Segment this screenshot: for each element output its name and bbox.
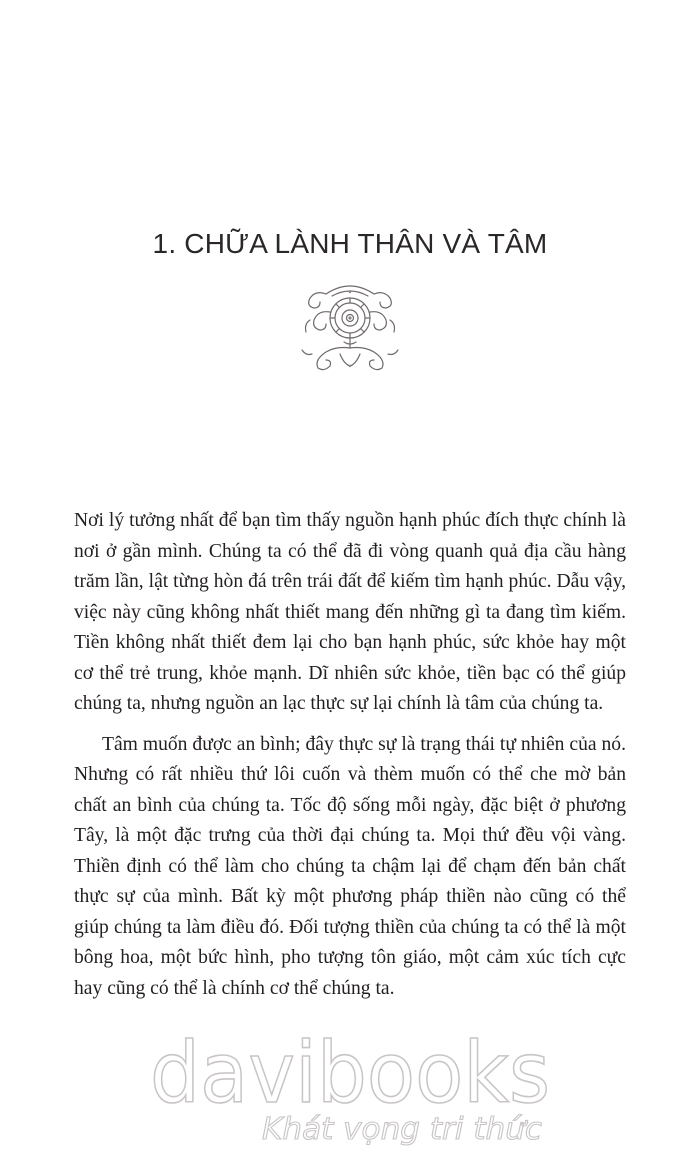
chapter-title: 1. CHỮA LÀNH THÂN VÀ TÂM [152,228,548,259]
body-text [74,506,626,1004]
lotus-ornament-icon [296,280,404,372]
watermark-slogan: Khát vọng tri thức [262,1112,543,1147]
watermark-brand: davibooks [150,1024,550,1122]
paragraph-1: Nơi lý tưởng nhất để bạn tìm thấy nguồn hạnh phúc đích thực chính là nơi ở gần mình. Chúng ta có thể đã đi vòng quanh quả địa cầu hàng trăm lần, lật từng hòn đá trên trái đất để kiếm tìm hạnh phúc. Dẫu vậy, việc này cũng không nhất thiết mang đến những gì ta đang tìm kiếm. Tiền không nhất thiết đem lại cho bạn hạnh phúc, sức khỏe hay một cơ thể trẻ trung, khỏe mạnh. Dĩ nhiên sức khỏe, tiền bạc có thể giúp chúng ta, nhưng nguồn an lạc thực sự lại chính là tâm của chúng ta. [74,510,626,714]
paragraph-2: Tâm muốn được an bình; đây thực sự là trạng thái tự nhiên của nó. Nhưng có rất nhiều thứ lôi cuốn và thèm muốn có thể che mờ bản chất an bình của chúng ta. Tốc độ sống mỗi ngày, đặc biệt ở phương Tây, là một đặc trưng của thời đại chúng ta. Mọi thứ đều vội vàng. Thiền định có thể làm cho chúng ta chậm lại để chạm đến bản chất thực sự của mình. Bất kỳ một phương pháp thiền nào cũng có thể giúp chúng ta làm điều đó. Đối tượng thiền của chúng ta có thể là một bông hoa, một bức hình, pho tượng tôn giáo, một cảm xúc tích cực hay cũng có thể là chính cơ thể chúng ta. [74,733,626,999]
